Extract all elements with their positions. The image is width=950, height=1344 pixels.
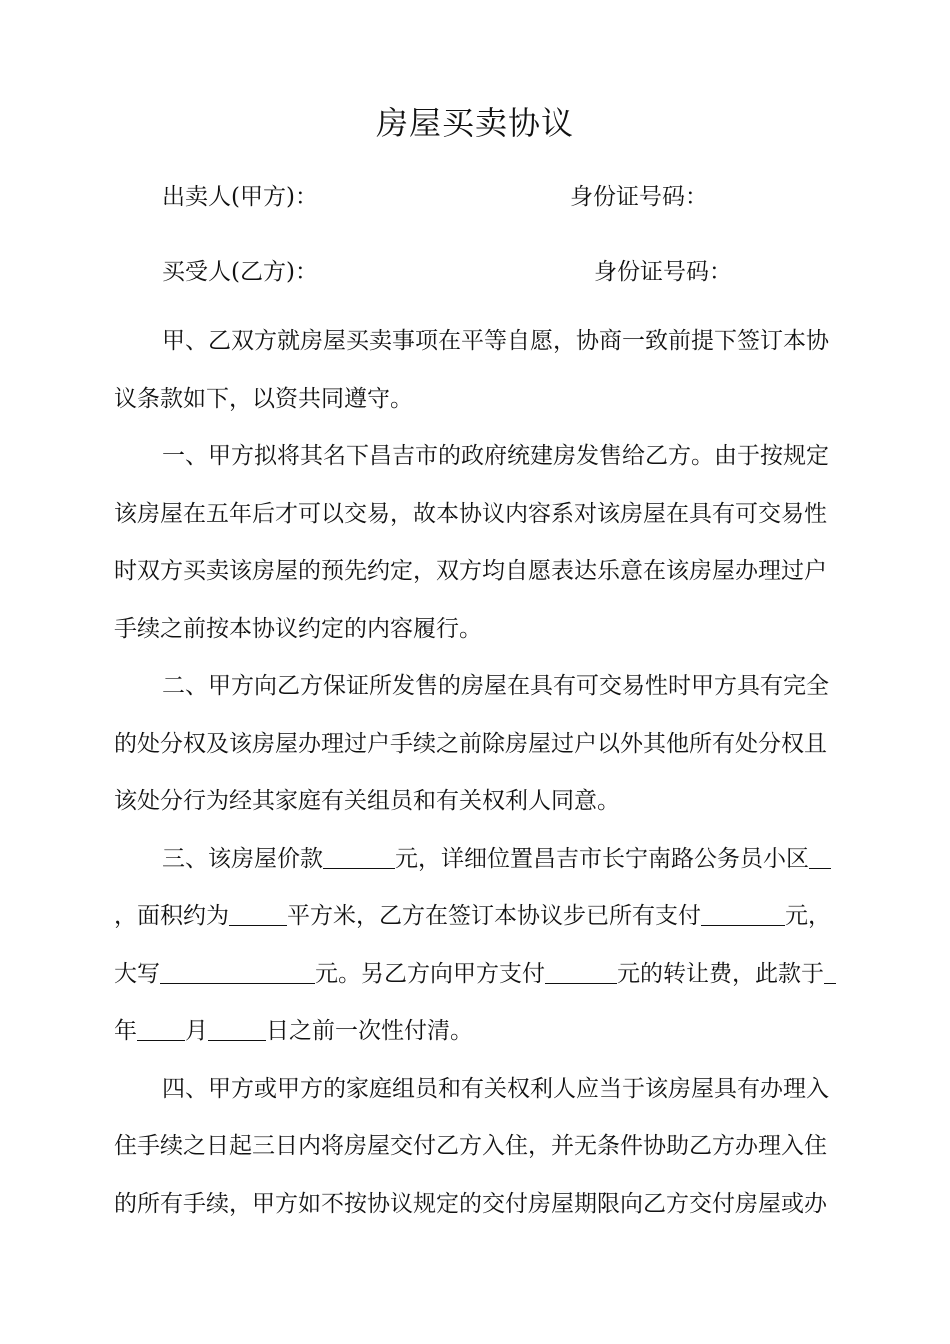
clause-3-line-1 xyxy=(114,831,860,889)
clause-3-text: 大写 xyxy=(114,960,160,987)
clause-3-text: 日之前一次性付清。 xyxy=(266,1018,473,1044)
clause-4 xyxy=(114,1061,860,1234)
intro-paragraph xyxy=(114,313,860,428)
intro-line-2: 议条款如下，以资共同遵守。 xyxy=(114,385,413,412)
seller-id-label: 身份证号码： xyxy=(570,184,708,210)
clause-2 xyxy=(114,658,860,831)
clause-2-line-1: 二、甲方向乙方保证所发售的房屋在具有可交易性时甲方具有完全 xyxy=(162,673,829,699)
intro-line-1: 甲、乙双方就房屋买卖事项在平等自愿，协商一致前提下签订本协 xyxy=(162,328,829,354)
paid-amount-blank xyxy=(701,903,785,926)
month-blank xyxy=(137,1018,185,1041)
transfer-fee-blank xyxy=(545,961,617,984)
clause-1-line-2: 该房屋在五年后才可以交易，故本协议内容系对该房屋在具有可交易性 xyxy=(114,500,827,527)
clause-3-line-3 xyxy=(114,946,860,1004)
document-title: 房屋买卖协议 xyxy=(375,104,574,142)
clause-3-text: 元，详细位置昌吉市长宁南路公务员小区 xyxy=(395,845,809,872)
amount-in-words-blank xyxy=(160,961,315,984)
clause-1-line-4: 手续之前按本协议约定的内容履行。 xyxy=(114,615,482,642)
contract-body xyxy=(114,313,860,1233)
clause-2-line-2: 的处分权及该房屋办理过户手续之前除房屋过户以外其他所有处分权且 xyxy=(114,730,827,757)
clause-1-line-3: 时双方买卖该房屋的预先约定，双方均自愿表达乐意在该房屋办理过户 xyxy=(114,558,827,584)
clause-3-text: 元的转让费，此款于 xyxy=(617,960,824,987)
price-blank xyxy=(323,846,395,869)
buyer-label: 买受人(乙方)： xyxy=(162,259,318,285)
seller-label: 出卖人(甲方)： xyxy=(162,184,318,210)
date-blank xyxy=(824,961,836,984)
area-blank xyxy=(229,903,287,926)
clause-3-line-4 xyxy=(114,1003,860,1061)
clause-4-line-2: 住手续之日起三日内将房屋交付乙方入住，并无条件协助乙方办理入住 xyxy=(114,1133,827,1159)
clause-1-line-1: 一、甲方拟将其名下昌吉市的政府统建房发售给乙方。由于按规定 xyxy=(162,443,829,469)
clause-3-text: 三、该房屋价款 xyxy=(162,845,323,872)
clause-4-line-3: 的所有手续，甲方如不按协议规定的交付房屋期限向乙方交付房屋或办 xyxy=(114,1190,827,1217)
clause-2-line-3: 该处分行为经其家庭有关组员和有关权利人同意。 xyxy=(114,788,620,814)
clause-3-text: 年 xyxy=(114,1018,137,1044)
clause-1 xyxy=(114,428,860,658)
buyer-id-label: 身份证号码： xyxy=(594,259,732,285)
clause-3-line-2 xyxy=(114,888,860,946)
location-blank xyxy=(809,846,831,869)
day-blank xyxy=(208,1018,266,1041)
clause-3-text: 元， xyxy=(785,903,831,929)
clause-4-line-1: 四、甲方或甲方的家庭组员和有关权利人应当于该房屋具有办理入 xyxy=(162,1075,829,1102)
clause-3-text: 月 xyxy=(185,1018,208,1044)
clause-3-text: 元。另乙方向甲方支付 xyxy=(315,960,545,987)
clause-3-text: 平方米，乙方在签订本协议步已所有支付 xyxy=(287,903,701,929)
clause-3-text: ，面积约为 xyxy=(114,903,229,929)
clause-3 xyxy=(114,831,860,1061)
